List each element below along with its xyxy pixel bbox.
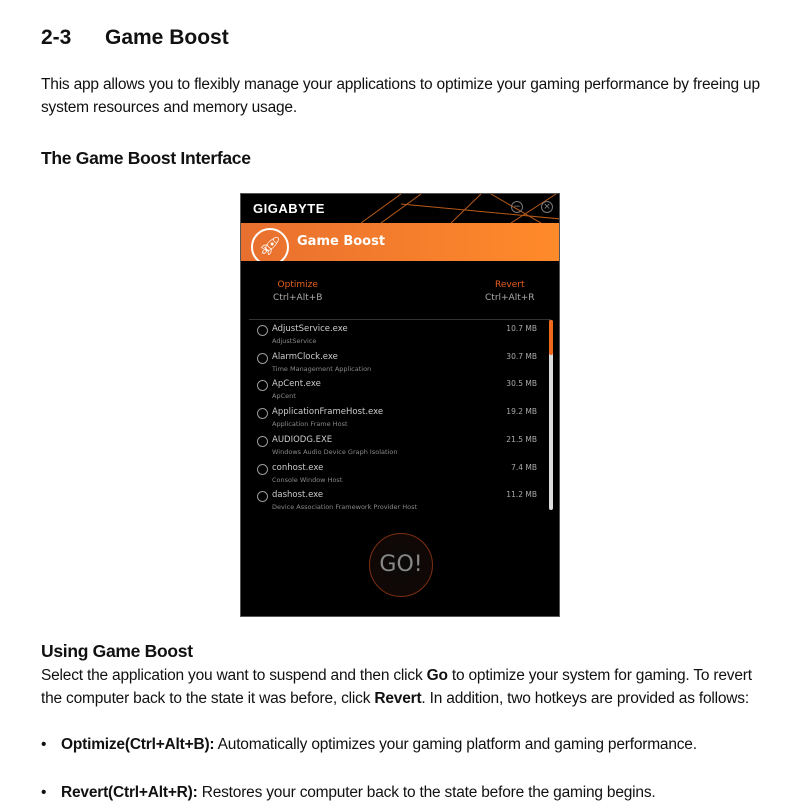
bullet-revert: • Revert(Ctrl+Alt+R): Restores your computer back to the state before the gaming begins. bbox=[41, 784, 656, 801]
radio-button[interactable] bbox=[257, 353, 268, 364]
rocket-icon: 🚀︎ bbox=[251, 228, 289, 261]
divider bbox=[249, 319, 551, 320]
using-paragraph bbox=[41, 664, 766, 710]
text: Select the application you want to suspend and then click bbox=[41, 667, 427, 684]
bullet-text: Automatically optimizes your gaming platform and gaming performance. bbox=[214, 736, 697, 753]
radio-button[interactable] bbox=[257, 464, 268, 475]
close-icon[interactable]: × bbox=[541, 201, 553, 213]
process-name: ApplicationFrameHost.exe bbox=[272, 407, 384, 418]
process-row[interactable] bbox=[251, 322, 541, 350]
bullet-text: Restores your computer back to the state before the gaming begins. bbox=[197, 784, 656, 801]
optimize-label[interactable]: Optimize bbox=[277, 280, 318, 290]
section-heading bbox=[41, 26, 229, 50]
bullet-optimize: • Optimize(Ctrl+Alt+B): Automatically optimizes your gaming platform and gaming performance. bbox=[41, 736, 697, 753]
scrollbar[interactable] bbox=[549, 320, 553, 510]
process-description: ApCent bbox=[272, 392, 296, 401]
process-description: Console Window Host bbox=[272, 475, 343, 484]
revert-label[interactable]: Revert bbox=[495, 280, 525, 290]
app-banner bbox=[241, 223, 559, 261]
bullet-term: Optimize(Ctrl+Alt+B): bbox=[61, 736, 215, 753]
process-description: Time Management Application bbox=[272, 364, 372, 373]
radio-button[interactable] bbox=[257, 325, 268, 336]
bullet-term: Revert(Ctrl+Alt+R): bbox=[61, 784, 198, 801]
process-name: AUDIODG.EXE bbox=[272, 434, 333, 445]
process-memory: 19.2 MB bbox=[506, 407, 537, 417]
interface-heading: The Game Boost Interface bbox=[41, 148, 251, 168]
process-memory: 10.7 MB bbox=[506, 324, 537, 333]
optimize-hotkey: Ctrl+Alt+B bbox=[273, 293, 323, 303]
process-row[interactable] bbox=[251, 350, 541, 378]
process-name: ApCent.exe bbox=[272, 379, 321, 390]
revert-term: Revert bbox=[374, 690, 422, 707]
process-memory: 30.5 MB bbox=[506, 379, 537, 389]
process-description: Windows Audio Device Graph Isolation bbox=[272, 447, 398, 456]
intro-paragraph: This app allows you to flexibly manage your applications to optimize your gaming performance by freeing up system resources and memory usage. bbox=[41, 76, 760, 116]
process-memory: 21.5 MB bbox=[506, 434, 537, 444]
scrollbar-thumb[interactable] bbox=[549, 320, 553, 355]
radio-button[interactable] bbox=[257, 380, 268, 391]
process-name: dashost.exe bbox=[272, 490, 324, 501]
process-memory: 7.4 MB bbox=[511, 462, 537, 472]
go-button[interactable]: GO! bbox=[369, 533, 433, 597]
process-description: AdjustService bbox=[272, 337, 317, 345]
text: . In addition, two hotkeys are provided as follows: bbox=[421, 690, 749, 707]
process-list bbox=[251, 322, 541, 510]
using-heading: Using Game Boost bbox=[41, 641, 193, 661]
process-row[interactable] bbox=[251, 433, 541, 461]
process-description: Device Association Framework Provider Host bbox=[272, 503, 418, 510]
process-name: conhost.exe bbox=[272, 462, 324, 473]
radio-button[interactable] bbox=[257, 408, 268, 419]
process-row[interactable] bbox=[251, 461, 541, 489]
radio-button[interactable] bbox=[257, 436, 268, 447]
process-row[interactable] bbox=[251, 405, 541, 433]
revert-button[interactable] bbox=[485, 280, 535, 303]
text: to optimize your system for gaming. To revert the computer back to the state it was before, click bbox=[41, 667, 752, 707]
section-number: 2-3 bbox=[41, 26, 72, 49]
app-title: Game Boost bbox=[297, 234, 386, 249]
process-row[interactable] bbox=[251, 377, 541, 405]
process-memory: 11.2 MB bbox=[506, 490, 537, 500]
optimize-button[interactable] bbox=[273, 280, 322, 303]
process-memory: 30.7 MB bbox=[506, 351, 537, 361]
minimize-icon[interactable]: − bbox=[511, 201, 523, 213]
gigabyte-logo: GIGABYTE bbox=[253, 201, 325, 216]
go-term: Go bbox=[426, 667, 448, 684]
process-description: Application Frame Host bbox=[272, 420, 348, 429]
process-name: AlarmClock.exe bbox=[272, 351, 338, 362]
radio-button[interactable] bbox=[257, 491, 268, 502]
revert-hotkey: Ctrl+Alt+R bbox=[485, 293, 535, 303]
decorative-lines bbox=[341, 194, 559, 223]
process-row[interactable] bbox=[251, 488, 541, 510]
process-name: AdjustService.exe bbox=[272, 324, 348, 334]
title-bar bbox=[241, 194, 559, 223]
section-title: Game Boost bbox=[105, 26, 229, 49]
game-boost-window bbox=[240, 193, 560, 617]
